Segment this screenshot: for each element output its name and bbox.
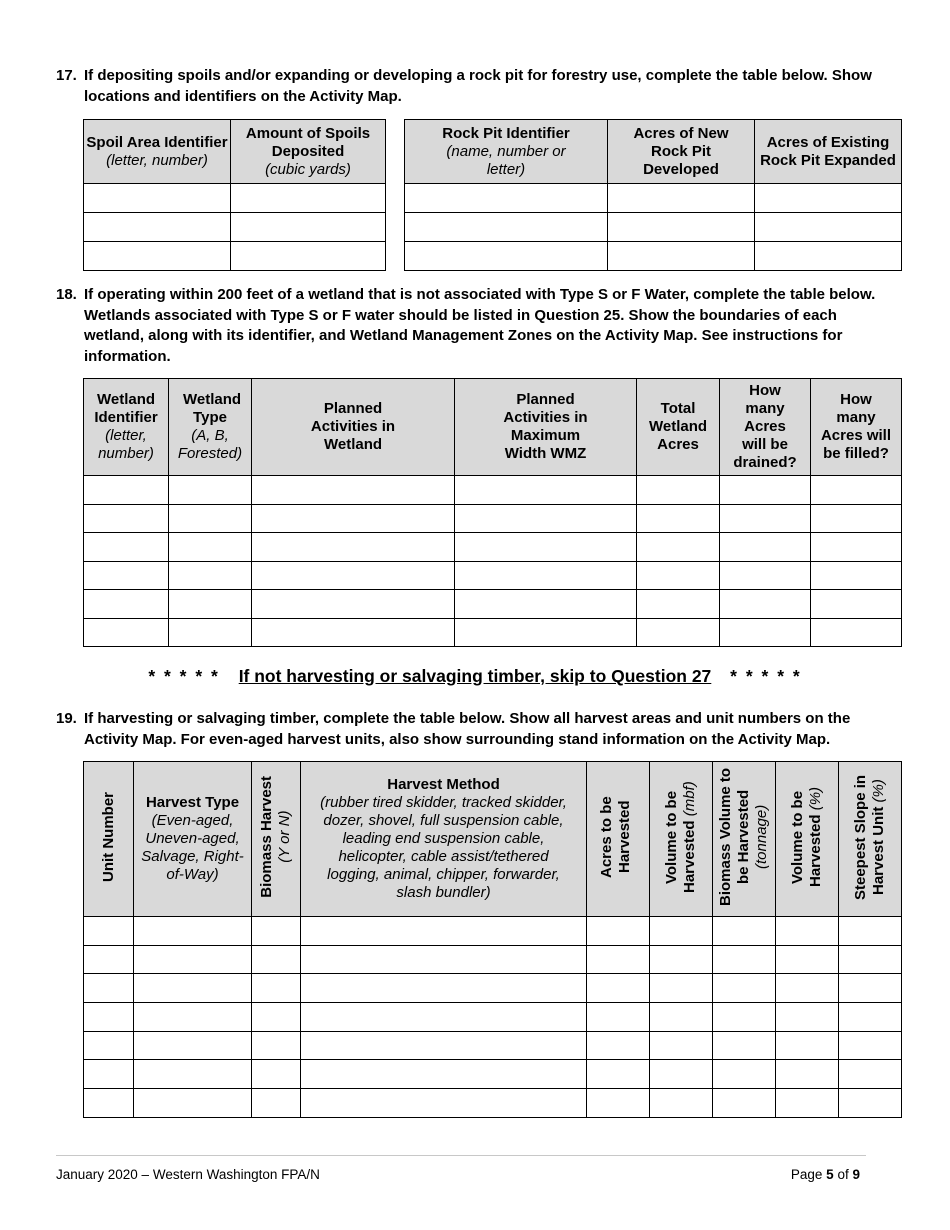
table-cell[interactable] bbox=[252, 476, 455, 505]
table-cell[interactable] bbox=[650, 1060, 713, 1089]
acres-filled-header: How many Acres will be filled? bbox=[811, 379, 902, 476]
table-cell[interactable] bbox=[839, 974, 902, 1003]
table-cell[interactable] bbox=[637, 533, 720, 562]
table-cell[interactable] bbox=[637, 476, 720, 505]
table-cell[interactable] bbox=[301, 1060, 587, 1089]
table-cell[interactable] bbox=[455, 590, 637, 619]
question-text: If harvesting or salvaging timber, complete the table below. Show all harvest areas and unit numbers on the Activity Map. For even-aged harvest units, also show surrounding stand information on the Activity Map. bbox=[84, 710, 851, 748]
question-18 bbox=[56, 285, 896, 367]
question-19 bbox=[56, 709, 896, 750]
table-cell[interactable] bbox=[84, 476, 169, 505]
table-cell[interactable] bbox=[755, 184, 902, 213]
biomass-harvest-header: Biomass Harvest (Y or N) bbox=[252, 762, 301, 917]
harvest-table bbox=[83, 761, 902, 1118]
acres-drained-header: How many Acres will be drained? bbox=[720, 379, 811, 476]
question-number: 17. bbox=[56, 67, 77, 84]
table-cell[interactable] bbox=[650, 945, 713, 974]
table-cell[interactable] bbox=[839, 1089, 902, 1118]
planned-activities-wetland-header: Planned Activities in Wetland bbox=[252, 379, 455, 476]
table-cell[interactable] bbox=[839, 1003, 902, 1032]
table-cell[interactable] bbox=[713, 917, 776, 946]
table-cell[interactable] bbox=[720, 618, 811, 647]
table-cell[interactable] bbox=[811, 533, 902, 562]
table-cell[interactable] bbox=[755, 213, 902, 242]
table-cell[interactable] bbox=[839, 1031, 902, 1060]
steepest-slope-header: Steepest Slope in Harvest Unit (%) bbox=[839, 762, 902, 917]
amount-of-spoils-header: Amount of Spoils Deposited (cubic yards) bbox=[231, 120, 386, 184]
table-cell[interactable] bbox=[811, 504, 902, 533]
table-cell[interactable] bbox=[252, 917, 301, 946]
table-cell[interactable] bbox=[713, 1060, 776, 1089]
table-cell[interactable] bbox=[587, 917, 650, 946]
table-cell[interactable] bbox=[301, 917, 587, 946]
table-cell[interactable] bbox=[587, 1031, 650, 1060]
table-cell[interactable] bbox=[84, 533, 169, 562]
table-cell[interactable] bbox=[811, 618, 902, 647]
table-cell[interactable] bbox=[637, 561, 720, 590]
table-cell[interactable] bbox=[587, 1003, 650, 1032]
planned-activities-wmz-header: Planned Activities in Maximum Width WMZ bbox=[455, 379, 637, 476]
table-cell[interactable] bbox=[839, 1060, 902, 1089]
table-cell[interactable] bbox=[134, 917, 252, 946]
table-cell[interactable] bbox=[713, 1031, 776, 1060]
table-cell[interactable] bbox=[301, 1003, 587, 1032]
acres-to-be-harvested-header: Acres to be Harvested bbox=[587, 762, 650, 917]
table-cell[interactable] bbox=[252, 1089, 301, 1118]
table-cell[interactable] bbox=[587, 1089, 650, 1118]
table-cell[interactable] bbox=[839, 917, 902, 946]
table-cell[interactable] bbox=[252, 533, 455, 562]
table-cell[interactable] bbox=[587, 945, 650, 974]
table-cell[interactable] bbox=[650, 1031, 713, 1060]
table-cell[interactable] bbox=[720, 561, 811, 590]
table-cell[interactable] bbox=[720, 504, 811, 533]
wetland-identifier-header: Wetland Identifier (letter, number) bbox=[84, 379, 169, 476]
biomass-volume-header: Biomass Volume to be Harvested (tonnage) bbox=[713, 762, 776, 917]
volume-harvested-mbf-header: Volume to be Harvested (mbf) bbox=[650, 762, 713, 917]
table-cell[interactable] bbox=[811, 561, 902, 590]
table-cell[interactable] bbox=[455, 533, 637, 562]
banner-text: If not harvesting or salvaging timber, skip to Question 27 bbox=[238, 666, 712, 686]
table-cell[interactable] bbox=[650, 1003, 713, 1032]
table-cell[interactable] bbox=[252, 1031, 301, 1060]
table-cell[interactable] bbox=[405, 184, 608, 213]
spoil-area-identifier-header: Spoil Area Identifier (letter, number) bbox=[84, 120, 231, 184]
skip-instruction-banner bbox=[0, 666, 950, 687]
table-cell[interactable] bbox=[650, 974, 713, 1003]
table-cell[interactable] bbox=[713, 1089, 776, 1118]
table-cell[interactable] bbox=[839, 945, 902, 974]
table-cell[interactable] bbox=[84, 213, 231, 242]
total-wetland-acres-header: Total Wetland Acres bbox=[637, 379, 720, 476]
table-cell[interactable] bbox=[637, 504, 720, 533]
table-cell[interactable] bbox=[84, 917, 134, 946]
table-cell[interactable] bbox=[252, 945, 301, 974]
table-cell[interactable] bbox=[84, 504, 169, 533]
table-cell[interactable] bbox=[637, 618, 720, 647]
table-cell[interactable] bbox=[134, 974, 252, 1003]
table-cell[interactable] bbox=[84, 1031, 134, 1060]
table-cell[interactable] bbox=[455, 476, 637, 505]
table-cell[interactable] bbox=[608, 184, 755, 213]
table-cell[interactable] bbox=[84, 1003, 134, 1032]
table-cell[interactable] bbox=[811, 476, 902, 505]
table-cell[interactable] bbox=[713, 974, 776, 1003]
table-cell[interactable] bbox=[84, 945, 134, 974]
table-cell[interactable] bbox=[169, 533, 252, 562]
table-cell[interactable] bbox=[713, 1003, 776, 1032]
wetland-table bbox=[83, 378, 902, 647]
table-cell[interactable] bbox=[776, 974, 839, 1003]
rock-pit-table bbox=[404, 119, 902, 271]
table-cell[interactable] bbox=[650, 1089, 713, 1118]
table-cell[interactable] bbox=[252, 504, 455, 533]
question-number: 19. bbox=[56, 710, 77, 727]
table-cell[interactable] bbox=[608, 242, 755, 271]
footer-divider bbox=[56, 1155, 866, 1156]
footer-form-name: January 2020 – Western Washington FPA/N bbox=[56, 1167, 320, 1182]
table-cell[interactable] bbox=[84, 618, 169, 647]
unit-number-header: Unit Number bbox=[84, 762, 134, 917]
table-cell[interactable] bbox=[720, 476, 811, 505]
table-cell[interactable] bbox=[134, 1003, 252, 1032]
table-cell[interactable] bbox=[608, 213, 755, 242]
table-cell[interactable] bbox=[169, 504, 252, 533]
question-17 bbox=[56, 66, 896, 107]
table-cell[interactable] bbox=[776, 1060, 839, 1089]
table-cell[interactable] bbox=[252, 1003, 301, 1032]
table-cell[interactable] bbox=[84, 590, 169, 619]
table-cell[interactable] bbox=[776, 945, 839, 974]
table-cell[interactable] bbox=[84, 242, 231, 271]
table-cell[interactable] bbox=[301, 1089, 587, 1118]
table-cell[interactable] bbox=[650, 917, 713, 946]
table-cell[interactable] bbox=[169, 618, 252, 647]
table-cell[interactable] bbox=[713, 945, 776, 974]
banner-stars-right: * * * * * bbox=[730, 666, 802, 686]
table-cell[interactable] bbox=[134, 1060, 252, 1089]
table-cell[interactable] bbox=[84, 1060, 134, 1089]
table-cell[interactable] bbox=[252, 974, 301, 1003]
banner-stars-left: * * * * * bbox=[148, 666, 220, 686]
table-cell[interactable] bbox=[84, 974, 134, 1003]
question-number: 18. bbox=[56, 286, 77, 303]
table-cell[interactable] bbox=[134, 1089, 252, 1118]
table-cell[interactable] bbox=[252, 618, 455, 647]
table-cell[interactable] bbox=[455, 561, 637, 590]
table-cell[interactable] bbox=[169, 561, 252, 590]
table-cell[interactable] bbox=[720, 533, 811, 562]
acres-new-rock-pit-header: Acres of New Rock Pit Developed bbox=[608, 120, 755, 184]
table-cell[interactable] bbox=[169, 590, 252, 619]
table-cell[interactable] bbox=[252, 590, 455, 619]
table-cell[interactable] bbox=[252, 1060, 301, 1089]
table-cell[interactable] bbox=[776, 1003, 839, 1032]
table-cell[interactable] bbox=[720, 590, 811, 619]
spoil-area-table bbox=[83, 119, 386, 271]
wetland-type-header: Wetland Type (A, B, Forested) bbox=[169, 379, 252, 476]
table-cell[interactable] bbox=[587, 1060, 650, 1089]
acres-existing-rock-pit-header: Acres of Existing Rock Pit Expanded bbox=[755, 120, 902, 184]
question-text: If operating within 200 feet of a wetland that is not associated with Type S or F Water, complete the table below. Wetlands associated with Type S or F water should be listed in Question 25. Show the boundaries of each wetland, along with its identifier, and Wetland Management Zones on the Activity Map. See instructions for information. bbox=[84, 286, 876, 365]
table-cell[interactable] bbox=[301, 1031, 587, 1060]
table-cell[interactable] bbox=[134, 1031, 252, 1060]
table-cell[interactable] bbox=[301, 945, 587, 974]
rock-pit-identifier-header: Rock Pit Identifier (name, number or letter) bbox=[405, 120, 608, 184]
harvest-type-header: Harvest Type (Even-aged, Uneven-aged, Salvage, Right-of-Way) bbox=[134, 762, 252, 917]
table-cell[interactable] bbox=[134, 945, 252, 974]
volume-harvested-pct-header: Volume to be Harvested (%) bbox=[776, 762, 839, 917]
table-cell[interactable] bbox=[455, 504, 637, 533]
table-cell[interactable] bbox=[776, 917, 839, 946]
question-text: If depositing spoils and/or expanding or developing a rock pit for forestry use, complete the table below. Show locations and identifiers on the Activity Map. bbox=[84, 67, 872, 105]
table-cell[interactable] bbox=[84, 184, 231, 213]
table-cell[interactable] bbox=[231, 184, 386, 213]
table-cell[interactable] bbox=[776, 1089, 839, 1118]
table-cell[interactable] bbox=[84, 1089, 134, 1118]
table-cell[interactable] bbox=[405, 242, 608, 271]
table-cell[interactable] bbox=[169, 476, 252, 505]
table-cell[interactable] bbox=[252, 561, 455, 590]
table-cell[interactable] bbox=[776, 1031, 839, 1060]
table-cell[interactable] bbox=[405, 213, 608, 242]
table-cell[interactable] bbox=[231, 242, 386, 271]
table-cell[interactable] bbox=[587, 974, 650, 1003]
harvest-method-header: Harvest Method (rubber tired skidder, tracked skidder, dozer, shovel, full suspension cable, leading end suspension cable, helicopter, cable assist/tethered logging, animal, chipper, forwarder, slash bundler) bbox=[301, 762, 587, 917]
table-cell[interactable] bbox=[301, 974, 587, 1003]
table-cell[interactable] bbox=[84, 561, 169, 590]
footer-page-number: Page 5 of 9 bbox=[790, 1167, 860, 1182]
table-cell[interactable] bbox=[231, 213, 386, 242]
table-cell[interactable] bbox=[811, 590, 902, 619]
table-cell[interactable] bbox=[455, 618, 637, 647]
table-cell[interactable] bbox=[637, 590, 720, 619]
table-cell[interactable] bbox=[755, 242, 902, 271]
